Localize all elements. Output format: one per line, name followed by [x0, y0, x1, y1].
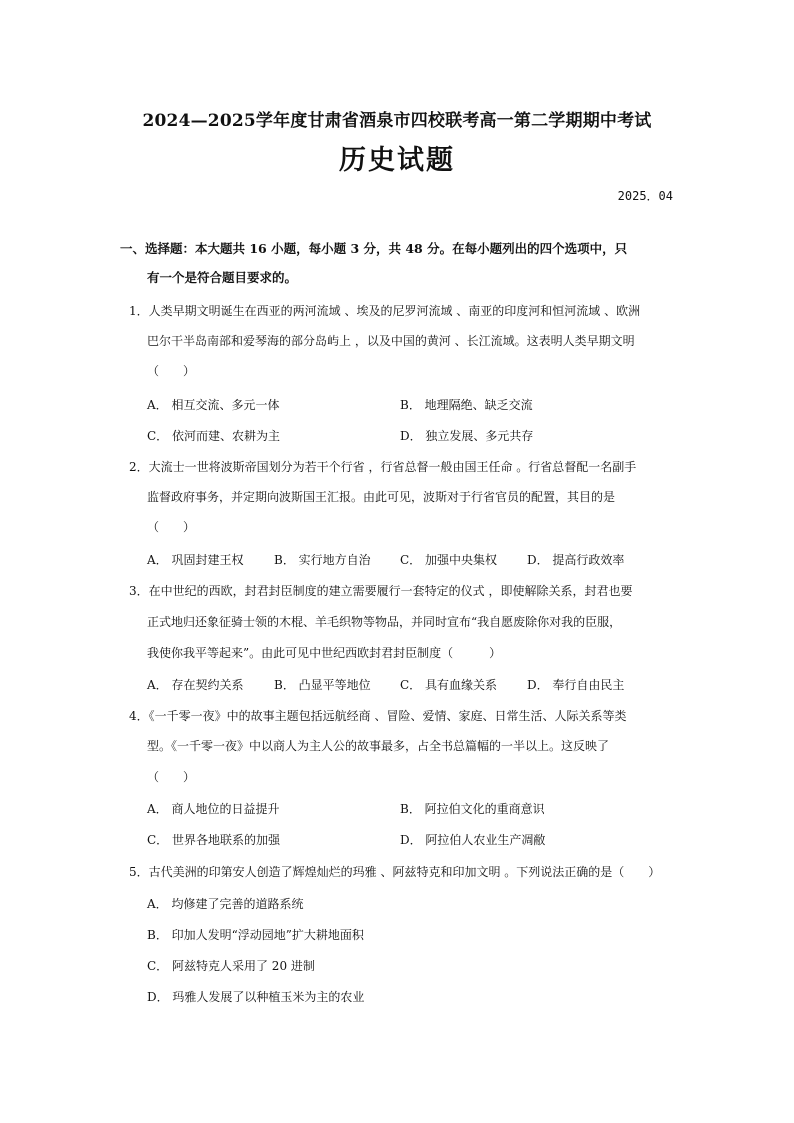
question-1-line-3: （ ） — [147, 364, 196, 378]
question-5-option-c[interactable]: C． 阿兹特克人采用了 20 进制 — [147, 959, 315, 973]
question-2-option-a[interactable]: A． 巩固封建王权 — [147, 553, 244, 567]
question-1-line-2: 巴尔干半岛南部和爱琴海的部分岛屿上 ，以及中国的黄河 、长江流域。这表明人类早期文明 — [147, 334, 635, 348]
question-4-option-d[interactable]: D． 阿拉伯人农业生产凋敝 — [400, 833, 546, 847]
question-5-line-1: 5．古代美洲的印第安人创造了辉煌灿烂的玛雅 、阿兹特克和印加文明 。下列说法正确的是（ ） — [129, 865, 661, 879]
question-1-option-c[interactable]: C． 依河而建、农耕为主 — [147, 429, 280, 443]
question-4-option-b[interactable]: B． 阿拉伯文化的重商意识 — [400, 802, 545, 816]
question-4-option-c[interactable]: C． 世界各地联系的加强 — [147, 833, 280, 847]
exam-date: 2025．04 — [617, 189, 673, 203]
question-1-option-b[interactable]: B． 地理隔绝、缺乏交流 — [400, 398, 533, 412]
question-2-option-d[interactable]: D． 提高行政效率 — [527, 553, 625, 567]
section-instruction-line1: 一、选择题：本大题共 16 小题，每小题 3 分，共 48 分。在每小题列出的四个选项中，只 — [120, 241, 628, 256]
question-3-option-d[interactable]: D． 奉行自由民主 — [527, 678, 625, 692]
subject-title: 历史试题 — [339, 145, 455, 176]
question-3-option-b[interactable]: B． 凸显平等地位 — [274, 678, 371, 692]
question-4-line-3: （ ） — [147, 770, 196, 784]
question-5-option-a[interactable]: A． 均修建了完善的道路系统 — [147, 897, 304, 911]
question-3-line-2: 正式地归还象征骑士领的木棍、羊毛织物等物品，并同时宣布“我自愿废除你对我的臣服， — [147, 615, 622, 629]
exam-title: 2024—2025学年度甘肃省酒泉市四校联考高一第二学期期中考试 — [142, 111, 652, 131]
question-2-line-2: 监督政府事务，并定期向波斯国王汇报。由此可见，波斯对于行省官员的配置，其目的是 — [147, 490, 616, 504]
question-5-option-d[interactable]: D． 玛雅人发展了以种植玉米为主的农业 — [147, 990, 365, 1004]
question-1-option-a[interactable]: A． 相互交流、多元一体 — [147, 398, 280, 412]
question-4-option-a[interactable]: A． 商人地位的日益提升 — [147, 802, 280, 816]
section-instruction-line2: 有一个是符合题目要求的。 — [147, 270, 298, 285]
question-4-line-2: 型。《一千零一夜》中以商人为主人公的故事最多，占全书总篇幅的一半以上。这反映了 — [147, 739, 610, 753]
question-3-line-3: 我使你我平等起来”。由此可见中世纪西欧封君封臣制度（ ） — [147, 646, 502, 660]
question-5-option-b[interactable]: B． 印加人发明“浮动园地”扩大耕地面积 — [147, 928, 364, 942]
question-3-line-1: 3．在中世纪的西欧，封君封臣制度的建立需要履行一套特定的仪式 ，即使解除关系，封君也要 — [129, 584, 633, 598]
question-2-option-c[interactable]: C． 加强中央集权 — [400, 553, 497, 567]
question-4-line-1: 4．《一千零一夜》中的故事主题包括远航经商 、冒险、爱情、家庭、日常生活、人际关系等类 — [129, 709, 627, 723]
question-1-line-1: 1．人类早期文明诞生在西亚的两河流域 、埃及的尼罗河流域 、南亚的印度河和恒河流域 、欧洲 — [129, 304, 641, 318]
question-1-option-d[interactable]: D． 独立发展、多元共存 — [400, 429, 534, 443]
question-2-line-3: （ ） — [147, 520, 196, 534]
question-2-line-1: 2．大流士一世将波斯帝国划分为若干个行省 ，行省总督一般由国王任命 。行省总督配一名副手 — [129, 460, 637, 474]
question-2-option-b[interactable]: B． 实行地方自治 — [274, 553, 371, 567]
question-3-option-c[interactable]: C． 具有血缘关系 — [400, 678, 497, 692]
question-3-option-a[interactable]: A． 存在契约关系 — [147, 678, 244, 692]
